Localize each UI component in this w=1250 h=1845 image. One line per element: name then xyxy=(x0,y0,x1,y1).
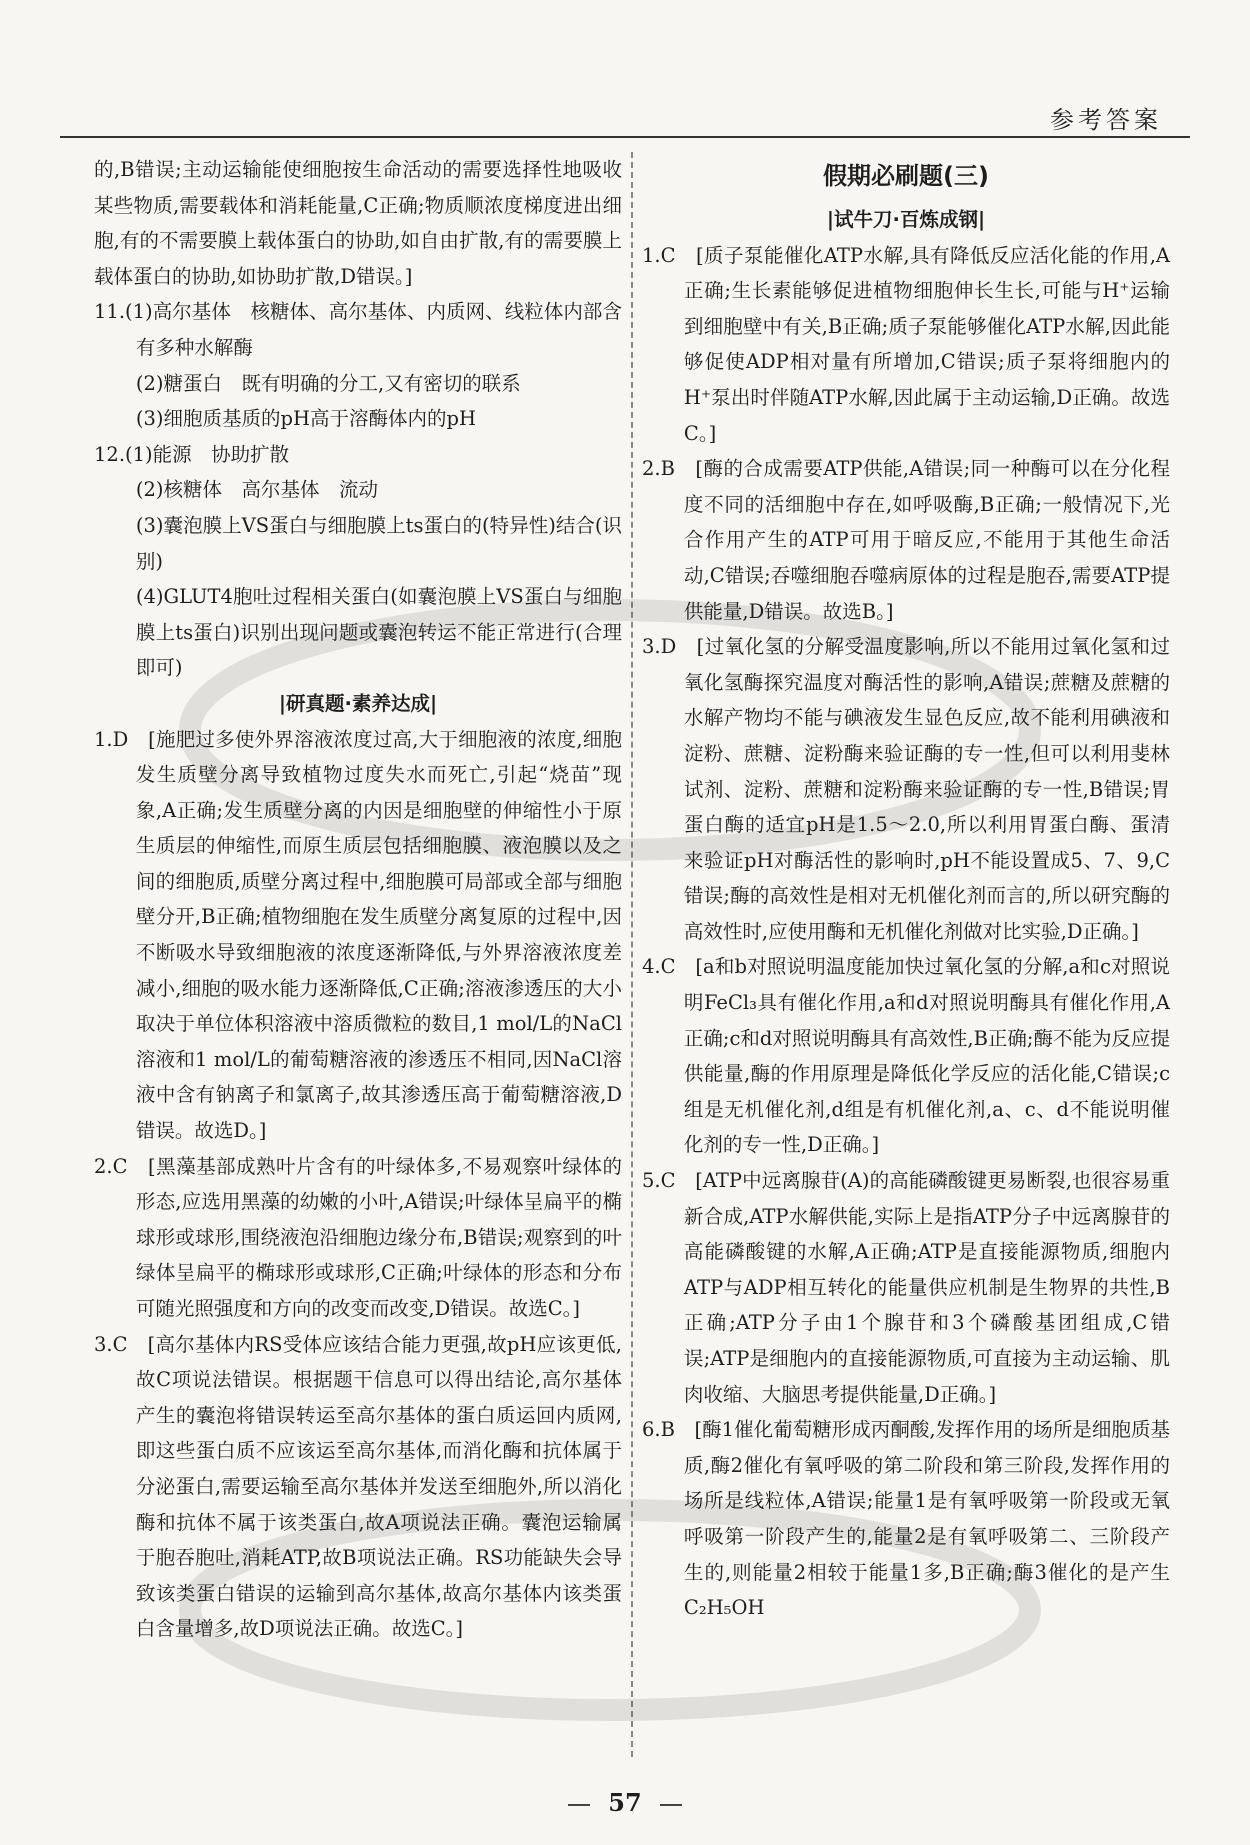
answer-12-part3: (3)囊泡膜上VS蛋白与细胞膜上ts蛋白的(特异性)结合(识别) xyxy=(135,513,622,573)
answer-11-part1: 11.(1)高尔基体 核糖体、高尔基体、内质网、线粒体内部含有多种水解酶 xyxy=(94,300,622,359)
section-label-practice: |试牛刀·百炼成钢| xyxy=(826,208,986,231)
answer-12-part4: (4)GLUT4胞吐过程相关蛋白(如囊泡膜上VS蛋白与细胞膜上ts蛋白)识别出现问题或囊泡转运不能正常进行(合理即可) xyxy=(135,585,622,680)
answer-item: 2.B [酶的合成需要ATP供能,A错误;同一种酶可以在分化程度不同的活细胞中存在,如呼吸酶,B正确;一般情况下,光合作用产生的ATP可用于暗反应,不能用于其他生命活动,C错误;吞噬细胞吞噬病原体的过程是胞吞,需要ATP提供能量,D错误。故选B。] xyxy=(642,457,1170,623)
answer-item: 6.B [酶1催化葡萄糖形成丙酮酸,发挥作用的场所是细胞质基质,酶2催化有氧呼吸的第二阶段和第三阶段,发挥作用的场所是线粒体,A错误;能量1是有氧呼吸第一阶段或无氧呼吸第一阶段产生的,能量2是有氧呼吸第二、三阶段产生的,则能量2相较于能量1多,B正确;酶3催化的是产生C₂H₅OH xyxy=(642,1418,1170,1620)
answer-item: 3.C [高尔基体内RS受体应该结合能力更强,故pH应该更低,故C项说法错误。根据题干信息可以得出结论,高尔基体产生的囊泡将错误转运至高尔基体的蛋白质运回内质网,即这些蛋白质不应该运至高尔基体,而消化酶和抗体属于分泌蛋白,需要运输至高尔基体并发送至细胞外,所以消化酶和抗体不属于该类蛋白,故A项说法正确。囊泡运输属于胞吞胞吐,消耗ATP,故B项说法正确。RS功能缺失会导致该类蛋白错误的运输到高尔基体,故高尔基体内该类蛋白含量增多,故D项说法正确。故选C。] xyxy=(94,1332,622,1641)
column-divider xyxy=(631,152,633,1757)
answer-item: 2.C [黑藻基部成熟叶片含有的叶绿体多,不易观察叶绿体的形态,应选用黑藻的幼嫩的小叶,A错误;叶绿体呈扁平的椭球形或球形,围绕液泡沿细胞边缘分布,B错误;观察到的叶绿体呈扁平的椭球形或球形,C正确;叶绿体的形态和分布可随光照强度和方向的改变而改变,D错误。故选C。] xyxy=(94,1154,622,1320)
answer-12-part2: (2)核糖体 高尔基体 流动 xyxy=(135,478,379,502)
answer-12-part1: 12.(1)能源 协助扩散 xyxy=(94,442,290,466)
header-label: 参考答案 xyxy=(1050,106,1162,134)
left-column xyxy=(94,152,622,1647)
answer-11-part3: (3)细胞质基质的pH高于溶酶体内的pH xyxy=(135,407,477,431)
section-title: 假期必刷题(三) xyxy=(823,162,989,190)
right-column xyxy=(642,152,1170,1626)
answer-item: 1.C [质子泵能催化ATP水解,具有降低反应活化能的作用,A正确;生长素能够促进植物细胞伸长生长,可能与H⁺运输到细胞壁中有关,B正确;质子泵能够催化ATP水解,因此能够促使ADP相对量有所增加,C错误;质子泵将细胞内的H⁺泵出时伴随ATP水解,因此属于主动运输,D正确。故选C。] xyxy=(642,243,1170,445)
header-rule xyxy=(60,136,1190,138)
answer-item: 4.C [a和b对照说明温度能加快过氧化氢的分解,a和c对照说明FeCl₃具有催化作用,a和d对照说明酶具有催化作用,A正确;c和d对照说明酶具有高效性,B正确;酶不能为反应提供能量,酶的作用原理是降低化学反应的活化能,C错误;c组是无机催化剂,d组是有机催化剂,a、c、d不能说明催化剂的专一性,D正确。] xyxy=(642,955,1170,1157)
section-label-research: |研真题·素养达成| xyxy=(278,691,438,715)
answer-item: 1.D [施肥过多使外界溶液浓度过高,大于细胞液的浓度,细胞发生质壁分离导致植物过度失水而死亡,引起“烧苗”现象,A正确;发生质壁分离的内因是细胞壁的伸缩性小于原生质层的伸缩性,而原生质层包括细胞膜、液泡膜以及之间的细胞质,质壁分离过程中,细胞膜可局部或全部与细胞壁分开,B正确;植物细胞在发生质壁分离复原的过程中,因不断吸水导致细胞液的浓度逐渐降低,与外界溶液浓度差减小,细胞的吸水能力逐渐降低,C正确;溶液渗透压的大小取决于单位体积溶液中溶质微粒的数目,1 mol/L的NaCl溶液和1 mol/L的葡萄糖溶液的渗透压不相同,因NaCl溶液中含有钠离子和氯离子,故其渗透压高于葡萄糖溶液,D错误。故选D。] xyxy=(94,727,622,1143)
answer-item: 3.D [过氧化氢的分解受温度影响,所以不能用过氧化氢和过氧化氢酶探究温度对酶活性的影响,A错误;蔗糖及蔗糖的水解产物均不能与碘液发生显色反应,故不能利用碘液和淀粉、蔗糖、淀粉酶来验证酶的专一性,但可以利用斐林试剂、淀粉、蔗糖和淀粉酶来验证酶的专一性,B错误;胃蛋白酶的适宜pH是1.5～2.0,所以利用胃蛋白酶、蛋清来验证pH对酶活性的影响时,pH不能设置成5、7、9,C错误;酶的高效性是相对无机催化剂而言的,所以研究酶的高效性时,应使用酶和无机催化剂做对比实验,D正确。] xyxy=(642,635,1170,943)
answer-11-part2: (2)糖蛋白 既有明确的分工,又有密切的联系 xyxy=(135,371,521,395)
page-number: 57 xyxy=(0,1788,1250,1817)
continued-answer: 的,B错误;主动运输能使细胞按生命活动的需要选择性地吸收某些物质,需要载体和消耗能量,C正确;物质顺浓度梯度进出细胞,有的不需要膜上载体蛋白的协助,如自由扩散,有的需要膜上载体蛋白的协助,如协助扩散,D错误。] xyxy=(94,158,622,288)
answer-item: 5.C [ATP中远离腺苷(A)的高能磷酸键更易断裂,也很容易重新合成,ATP水解供能,实际上是指ATP分子中远离腺苷的高能磷酸键的水解,A正确;ATP是直接能源物质,细胞内ATP与ADP相互转化的能量供应机制是生物界的共性,B正确;ATP分子由1个腺苷和3个磷酸基团组成,C错误;ATP是细胞内的直接能源物质,可直接为主动运输、肌肉收缩、大脑思考提供能量,D正确。] xyxy=(642,1169,1170,1406)
